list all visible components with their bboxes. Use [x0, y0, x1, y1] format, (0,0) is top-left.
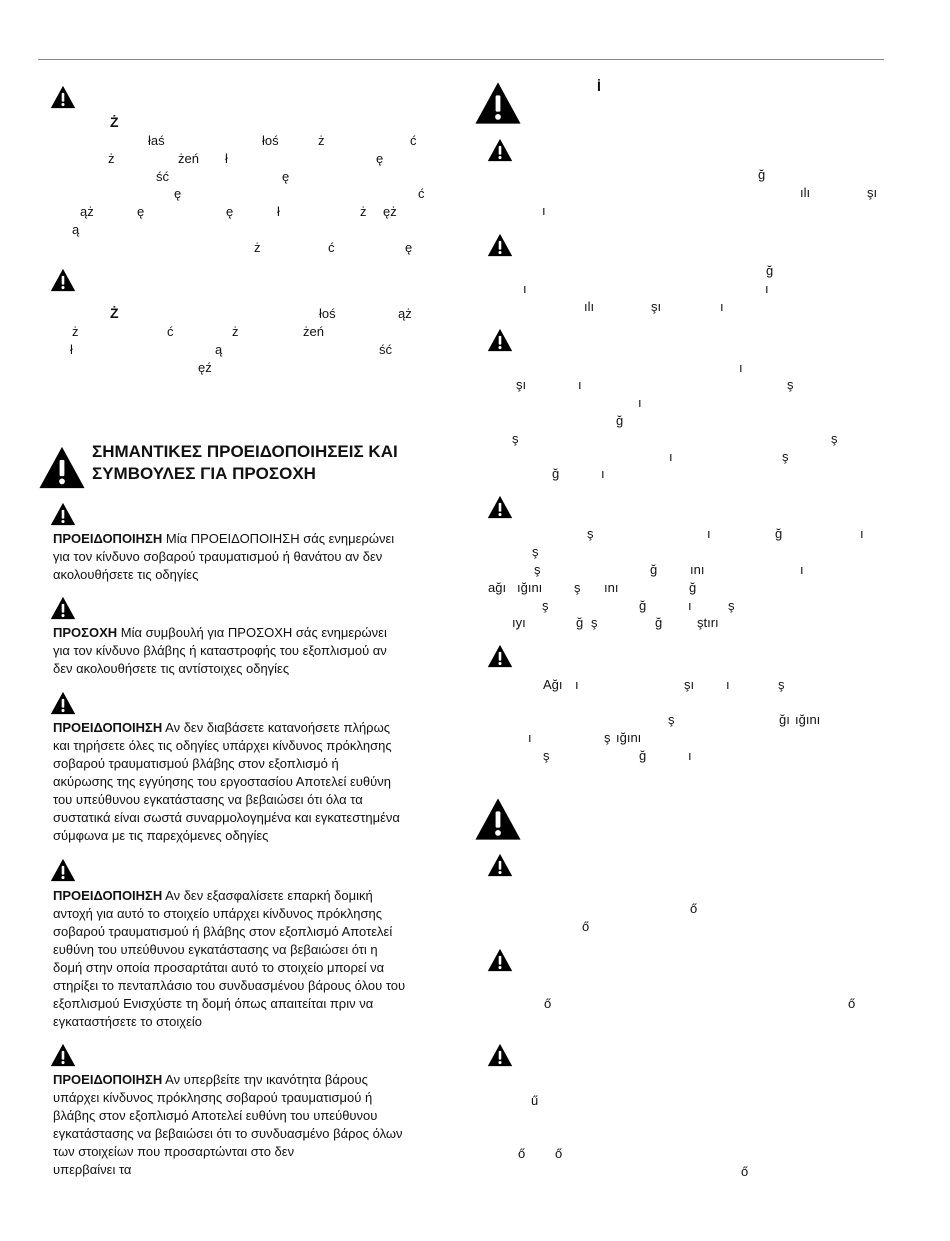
- text-fragment: ı: [720, 299, 724, 314]
- warning-icon: [474, 796, 522, 842]
- text-fragment: ğ: [655, 615, 663, 630]
- text-fragment: ı: [688, 598, 692, 613]
- text-fragment: ć: [418, 186, 425, 201]
- paragraph-line: υπάρχει κίνδυνος πρόκλησης σοβαρού τραυματισμού ή: [53, 1090, 373, 1105]
- heading-line: ΣΥΜΒΟΥΛΕΣ ΓΙΑ ΠΡΟΣΟΧΗ: [92, 464, 316, 483]
- warning-icon: [487, 853, 513, 877]
- text-fragment: łoś: [319, 306, 336, 321]
- warning-label: ΠΡΟΕΙΔΟΠΟΙΗΣΗ: [53, 720, 163, 735]
- paragraph-line: σοβαρού τραυματισμού ή βλάβης στον εξοπλισμό Αποτελεί: [53, 924, 393, 939]
- text-fragment: ż: [232, 324, 239, 339]
- text-fragment: ş: [543, 748, 550, 763]
- text-fragment: ż: [254, 240, 261, 255]
- paragraph-line: του υπεύθυνου εγκατάστασης να βεβαιώσει ότι όλα τα: [53, 792, 363, 807]
- text-fragment: ł: [225, 151, 228, 166]
- text-fragment: ı: [578, 377, 582, 392]
- paragraph-line: δομή στην οποία προσαρτάται αυτό το στοιχείο μπορεί να: [53, 960, 385, 975]
- text-fragment: ştırı: [697, 615, 719, 630]
- text-fragment: ğ: [616, 413, 624, 428]
- text-fragment: ş: [787, 377, 794, 392]
- text-fragment: ş: [604, 730, 611, 745]
- text-fragment: ğ: [689, 580, 697, 595]
- text-fragment: ını: [690, 562, 705, 577]
- warning-label: ΠΡΟΕΙΔΟΠΟΙΗΣΗ: [53, 888, 163, 903]
- text-fragment: ő: [741, 1164, 749, 1179]
- text-fragment: ąż: [80, 204, 94, 219]
- paragraph-line: Αν υπερβείτε την ικανότητα βάρους: [162, 1072, 368, 1087]
- text-fragment: ş: [591, 615, 598, 630]
- paragraph-line: των στοιχείων που προσαρτώνται στο δεν: [53, 1144, 295, 1159]
- text-fragment: ć: [410, 133, 417, 148]
- warning-icon: [38, 445, 86, 490]
- text-fragment: ść: [156, 169, 169, 184]
- text-fragment: ğ: [639, 598, 647, 613]
- text-fragment: żeń: [178, 151, 199, 166]
- paragraph-line: Μία ΠΡΟΕΙΔΟΠΟΙΗΣΗ σάς ενημερώνει: [162, 531, 395, 546]
- text-fragment: ş: [831, 431, 838, 446]
- warning-icon: [487, 138, 513, 162]
- text-fragment: ő: [544, 996, 552, 1011]
- text-fragment: ę: [282, 169, 290, 184]
- text-fragment: ığını: [795, 712, 821, 727]
- text-fragment: ını: [604, 580, 619, 595]
- text-fragment: ć: [328, 240, 335, 255]
- warning-icon: [50, 596, 76, 620]
- text-fragment: ılı: [584, 299, 595, 314]
- paragraph-line: εξοπλισμού Ενισχύστε τη δομή όπως απαιτείται πριν να: [53, 996, 374, 1011]
- paragraph-line: για τον κίνδυνο σοβαρού τραυματισμού ή θανάτου αν δεν: [53, 549, 383, 564]
- warning-paragraph: [53, 530, 445, 584]
- text-fragment: ąż: [398, 306, 412, 321]
- top-rule: [38, 59, 884, 60]
- warning-paragraph: [53, 887, 445, 1031]
- warning-label: ΠΡΟΕΙΔΟΠΟΙΗΣΗ: [53, 1072, 163, 1087]
- warning-icon: [487, 495, 513, 519]
- text-fragment: ı: [528, 730, 532, 745]
- text-fragment: Ağı: [543, 677, 563, 692]
- text-fragment: ı: [638, 395, 642, 410]
- text-fragment: ş: [782, 449, 789, 464]
- text-fragment: ę: [405, 240, 413, 255]
- text-fragment: ığını: [616, 730, 642, 745]
- text-fragment: ğ: [650, 562, 658, 577]
- caution-label: ΠΡΟΣΟΧΗ: [53, 625, 118, 640]
- text-fragment: ı: [739, 360, 743, 375]
- text-fragment: ı: [800, 562, 804, 577]
- text-fragment: ş: [728, 598, 735, 613]
- paragraph-line: Μία συμβουλή για ΠΡΟΣΟΧΗ σάς ενημερώνει: [117, 625, 387, 640]
- paragraph-line: για τον κίνδυνο βλάβης ή καταστροφής του εξοπλισμού αν: [53, 643, 387, 658]
- text-fragment: ğ: [775, 526, 783, 541]
- text-fragment: ő: [690, 901, 698, 916]
- warning-paragraph: [53, 719, 445, 845]
- text-fragment: ą: [72, 222, 80, 237]
- text-fragment: ığını: [517, 580, 543, 595]
- text-fragment: ż: [108, 151, 115, 166]
- text-fragment: ć: [167, 324, 174, 339]
- paragraph-line: υπερβαίνει τα: [53, 1162, 132, 1177]
- text-fragment: ę: [226, 204, 234, 219]
- paragraph-line: Αν δεν διαβάσετε κατανοήσετε πλήρως: [162, 720, 390, 735]
- paragraph-line: δεν ακολουθήσετε τις αντίστοιχες οδηγίες: [53, 661, 290, 676]
- text-fragment: ę: [174, 186, 182, 201]
- text-fragment: ż: [360, 204, 367, 219]
- text-fragment: Ż: [110, 114, 119, 130]
- text-fragment: ş: [534, 562, 541, 577]
- text-fragment: ő: [582, 919, 590, 934]
- paragraph-line: αντοχή για αυτό το στοιχείο υπάρχει κίνδυνος πρόκλησης: [53, 906, 382, 921]
- text-fragment: ğ: [552, 466, 560, 481]
- text-fragment: ş: [574, 580, 581, 595]
- text-fragment: şı: [867, 185, 878, 200]
- text-fragment: ı: [860, 526, 864, 541]
- paragraph-line: ευθύνη του υπεύθυνου εγκατάστασης να βεβαιώσει ότι η: [53, 942, 378, 957]
- warning-icon: [474, 80, 522, 126]
- warning-icon: [50, 502, 76, 526]
- text-fragment: ı: [707, 526, 711, 541]
- text-fragment: łaś: [148, 133, 165, 148]
- warning-icon: [487, 328, 513, 352]
- warning-paragraph: [53, 1071, 445, 1179]
- text-fragment: ő: [518, 1146, 526, 1161]
- text-fragment: ż: [318, 133, 325, 148]
- text-fragment: ę: [137, 204, 145, 219]
- text-fragment: ğ: [758, 167, 766, 182]
- text-fragment: şı: [516, 377, 527, 392]
- text-fragment: ż: [72, 324, 79, 339]
- text-fragment: ęź: [198, 360, 212, 375]
- text-fragment: ılı: [800, 185, 811, 200]
- paragraph-line: Αν δεν εξασφαλίσετε επαρκή δομική: [162, 888, 373, 903]
- text-fragment: ő: [848, 996, 856, 1011]
- text-fragment: ş: [587, 526, 594, 541]
- text-fragment: ğı: [779, 712, 790, 727]
- text-fragment: ı: [601, 466, 605, 481]
- text-fragment: İ: [597, 78, 601, 94]
- paragraph-line: ακύρωσης της εγγύησης του εργοστασίου Αποτελεί ευθύνη: [53, 774, 391, 789]
- paragraph-line: στηρίξει το πενταπλάσιο του συνδυασμένου βάρους όλου του: [53, 978, 406, 993]
- warning-icon: [50, 691, 76, 715]
- text-fragment: ağı: [488, 580, 507, 595]
- text-fragment: łoś: [262, 133, 279, 148]
- warning-icon: [50, 858, 76, 882]
- warning-label: ΠΡΟΕΙΔΟΠΟΙΗΣΗ: [53, 531, 163, 546]
- text-fragment: ıyı: [512, 615, 526, 630]
- text-fragment: ę: [376, 151, 384, 166]
- paragraph-line: σύμφωνα με τις παρεχόμενες οδηγίες: [53, 828, 269, 843]
- text-fragment: şı: [684, 677, 695, 692]
- text-fragment: ğ: [639, 748, 647, 763]
- paragraph-line: βλάβης στον εξοπλισμό Αποτελεί ευθύνη του υπεύθυνου: [53, 1108, 378, 1123]
- warning-icon: [50, 85, 76, 109]
- text-fragment: ı: [765, 281, 769, 296]
- text-fragment: ű: [531, 1093, 539, 1108]
- text-fragment: ść: [379, 342, 392, 357]
- text-fragment: ı: [523, 281, 527, 296]
- text-fragment: ğ: [766, 263, 774, 278]
- text-fragment: ş: [532, 544, 539, 559]
- text-fragment: ı: [688, 748, 692, 763]
- text-fragment: żeń: [303, 324, 324, 339]
- text-fragment: ı: [669, 449, 673, 464]
- text-fragment: ęż: [383, 204, 397, 219]
- text-fragment: Ż: [110, 305, 119, 321]
- warning-icon: [487, 948, 513, 972]
- text-fragment: şı: [651, 299, 662, 314]
- paragraph-line: συστατικά είναι σωστά συναρμολογημένα και εγκατεστημένα: [53, 810, 400, 825]
- section-heading: [92, 441, 398, 485]
- text-fragment: ı: [575, 677, 579, 692]
- text-fragment: ą: [215, 342, 223, 357]
- paragraph-line: ακολουθήσετε τις οδηγίες: [53, 567, 199, 582]
- paragraph-line: εγκαταστήσετε το στοιχείο: [53, 1014, 202, 1029]
- text-fragment: ş: [512, 431, 519, 446]
- text-fragment: ş: [778, 677, 785, 692]
- text-fragment: ğ: [576, 615, 584, 630]
- text-fragment: ş: [542, 598, 549, 613]
- text-fragment: ł: [70, 342, 73, 357]
- warning-icon: [487, 1043, 513, 1067]
- paragraph-line: εγκατάστασης να βεβαιώσει ότι το συνδυασμένο βάρος όλων: [53, 1126, 403, 1141]
- caution-paragraph: [53, 624, 445, 678]
- text-fragment: ı: [726, 677, 730, 692]
- text-fragment: ş: [668, 712, 675, 727]
- paragraph-line: και τηρήσετε όλες τις οδηγίες υπάρχει κίνδυνος πρόκλησης: [53, 738, 392, 753]
- text-fragment: ł: [277, 204, 280, 219]
- paragraph-line: σοβαρού τραυματισμού βλάβης στον εξοπλισμό ή: [53, 756, 339, 771]
- warning-icon: [487, 644, 513, 668]
- text-fragment: ő: [555, 1146, 563, 1161]
- heading-line: ΣΗΜΑΝΤΙΚΕΣ ΠΡΟΕΙΔΟΠΟΙΗΣΕΙΣ ΚΑΙ: [92, 442, 398, 461]
- warning-icon: [50, 268, 76, 292]
- text-fragment: ı: [542, 203, 546, 218]
- warning-icon: [487, 233, 513, 257]
- warning-icon: [50, 1043, 76, 1067]
